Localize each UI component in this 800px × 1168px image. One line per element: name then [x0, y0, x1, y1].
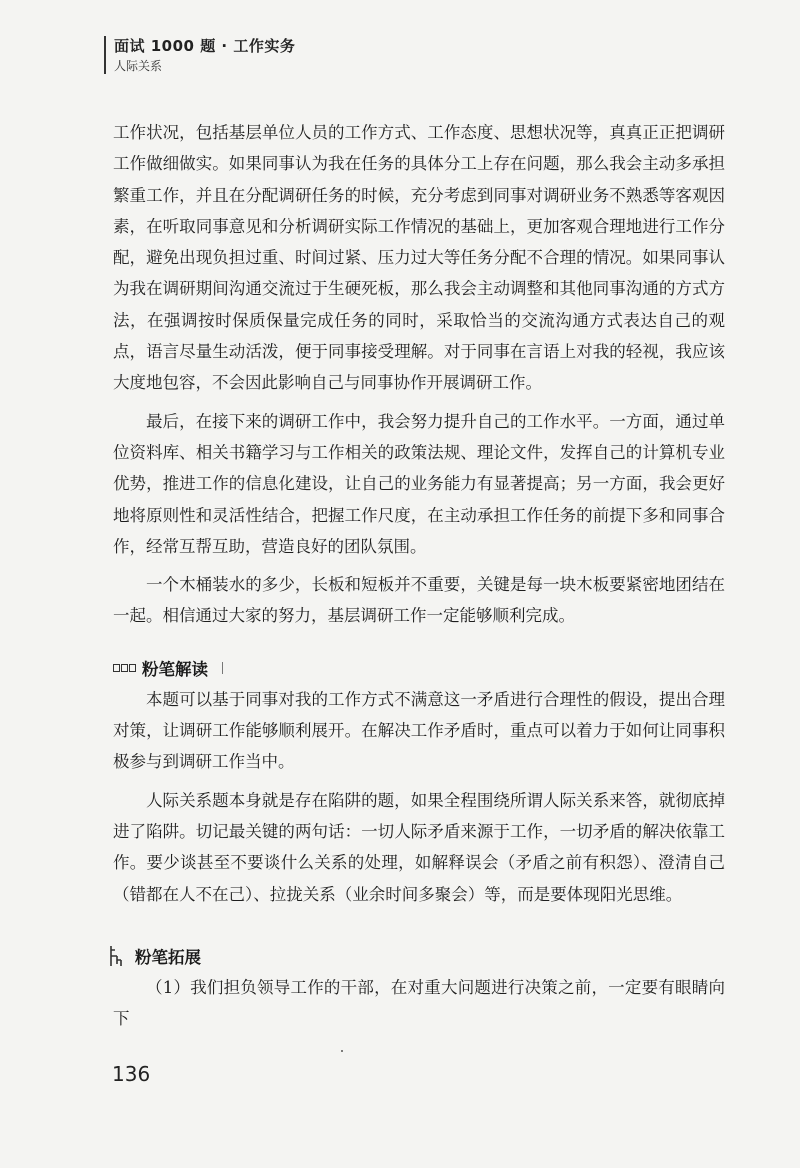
section-title-interpretation: 粉笔解读 — [142, 659, 208, 679]
divider-tick — [222, 662, 223, 674]
section-title-extension: 粉笔拓展 — [135, 947, 201, 967]
paragraph-extension-1: （1）我们担负领导工作的干部，在对重大问题进行决策之前，一定要有眼睛向下 — [113, 977, 725, 1029]
paragraph-interpretation-2: 人际关系题本身就是存在陷阱的题，如果全程围绕所谓人际关系来答，就彻底掉进了陷阱。切记最关键的两句话：一切人际矛盾来源于工作，一切矛盾的解决依靠工作。要少谈甚至不要谈什么关系的处理，如解释误会（矛盾之前有积怨）、澄清自己（错都在人不在己）、拉拢关系（业余时间多聚会）等，而是要体现阳光思维。 — [113, 790, 725, 904]
paragraph-finally: 最后，在接下来的调研工作中，我会努力提升自己的工作水平。一方面，通过单位资料库、相关书籍学习与工作相关的政策法规、理论文件，发挥自己的计算机专业优势，推进工作的信息化建设，让自己的业务能力有显著提高；另一方面，我会更好地将原则性和灵活性结合，把握工作尺度，在主动承担工作任务的前提下多和同事合作，经常互帮互助，营造良好的团队氛围。 — [113, 411, 725, 556]
paragraph-bucket: 一个木桶装水的多少，长板和短板并不重要，关键是每一块木板要紧密地团结在一起。相信通过大家的努力，基层调研工作一定能够顺利完成。 — [113, 575, 725, 626]
section-heading-extension — [113, 940, 725, 972]
paragraph-continuation: 工作状况，包括基层单位人员的工作方式、工作态度、思想状况等，真真正正把调研工作做细做实。如果同事认为我在任务的具体分工上存在问题，那么我会主动多承担繁重工作，并且在分配调研任务的时候，充分考虑到同事对调研业务不熟悉等客观因素，在听取同事意见和分析调研实际工作情况的基础上，更加客观合理地进行工作分配，避免出现负担过重、时间过紧、压力过大等任务分配不合理的情况。如果同事认为我在调研期间沟通交流过于生硬死板，那么我会主动调整和其他同事沟通的方式方法，在强调按时保质保量完成任务的同时，采取恰当的交流沟通方式表达自己的观点，语言尽量生动活泼，便于同事接受理解。对于同事在言语上对我的轻视，我应该大度地包容，不会因此影响自己与同事协作开展调研工作。 — [113, 123, 725, 393]
book-title: 面试 1000 题 · 工作实务 — [114, 37, 296, 55]
section-box-icon — [113, 664, 136, 672]
page-number: 136 — [112, 1062, 151, 1086]
print-speck — [341, 1050, 343, 1052]
chapter-title: 人际关系 — [114, 59, 163, 73]
page-body — [113, 117, 725, 1034]
running-header — [104, 36, 295, 74]
paragraph-interpretation-1: 本题可以基于同事对我的工作方式不满意这一矛盾进行合理性的假设，提出合理对策，让调研工作能够顺利展开。在解决工作矛盾时，重点可以着力于如何让同事积极参与到调研工作当中。 — [113, 689, 725, 772]
extension-icon — [107, 944, 123, 968]
section-heading-interpretation — [113, 652, 725, 684]
